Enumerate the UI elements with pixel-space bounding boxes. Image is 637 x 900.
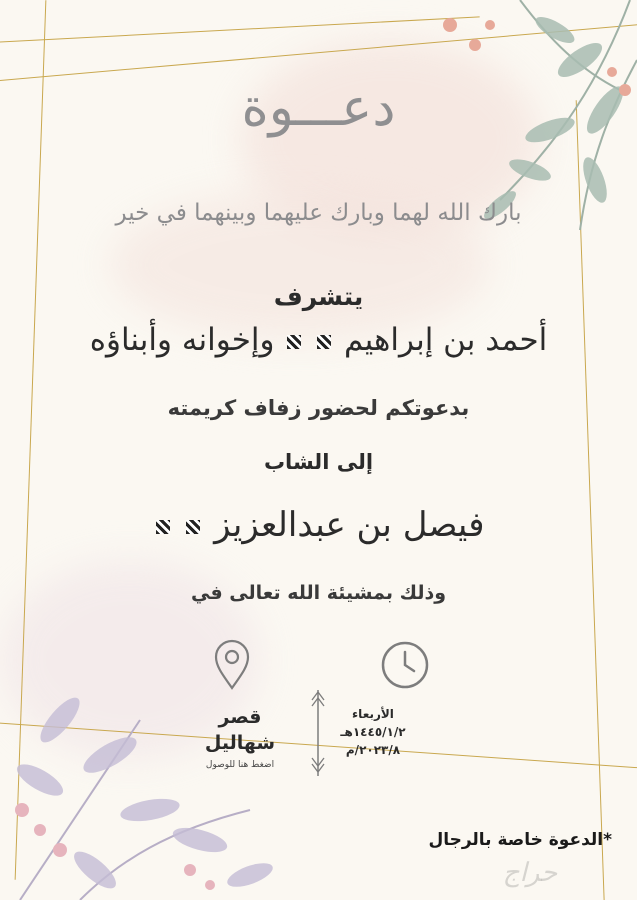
invite-line: بدعوتكم لحضور زفاف كريمته xyxy=(167,396,470,420)
timing-intro-line: وذلك بمشيئة الله تعالى في xyxy=(190,582,447,604)
venue-directions-link[interactable]: اضغط هنا للوصول xyxy=(205,760,275,770)
redacted-name-part xyxy=(156,520,170,534)
groom-name-line xyxy=(0,505,637,545)
men-only-note: *الدعوة خاصة بالرجال xyxy=(428,830,612,850)
host-name-line xyxy=(0,322,637,358)
redacted-name-part xyxy=(317,335,331,349)
groom-name: فيصل بن عبدالعزيز xyxy=(214,505,485,545)
gregorian-date: ٢٠٢٣/٨/م xyxy=(345,743,401,757)
redacted-name-part xyxy=(287,335,301,349)
host-name: أحمد بن إبراهيم xyxy=(344,322,548,358)
host-intro: يتشرف xyxy=(273,282,364,311)
venue-info xyxy=(190,704,290,770)
location-pin-icon[interactable] xyxy=(212,638,252,692)
date-info xyxy=(318,705,428,759)
redacted-name-part xyxy=(186,520,200,534)
event-day: الأربعاء xyxy=(352,707,394,721)
venue-line-1: قصر xyxy=(218,706,262,728)
floral-decoration-bottom-left xyxy=(0,660,300,900)
invitation-title: دعـــوة xyxy=(241,78,396,138)
groom-intro: إلى الشاب xyxy=(263,450,374,474)
venue-line-2: شهاليل xyxy=(204,732,276,754)
blessing-text: بارك الله لهما وبارك عليهما وبينهما في خير xyxy=(115,200,522,226)
watermark: حراج xyxy=(502,858,558,888)
host-family: وإخوانه وأبناؤه xyxy=(89,322,275,358)
hijri-date: ١٤٤٥/١/٢هـ xyxy=(340,725,406,739)
clock-icon xyxy=(380,640,430,690)
